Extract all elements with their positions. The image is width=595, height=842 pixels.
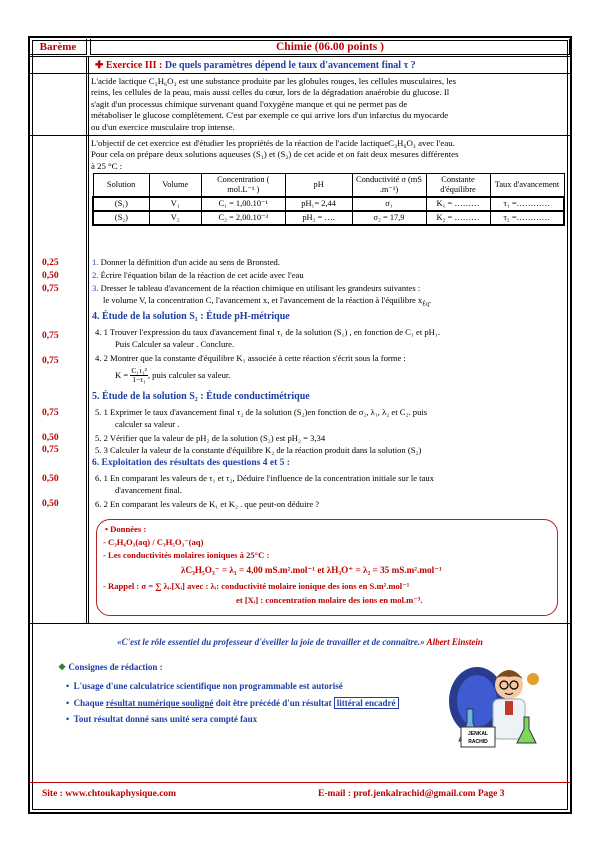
- question-6-2: 6. 2 En comparant les valeurs de K₁ et K₂ . que peut-on déduire ?: [95, 499, 320, 509]
- score-q41: 0,75: [42, 331, 59, 341]
- question-4-2: 4. 2 Montrer que la constante d'équilibre K₁ associée à cette réaction s'écrit sous la forme :: [95, 353, 406, 363]
- table-header: pH: [285, 174, 352, 198]
- score-q52: 0,50: [42, 433, 59, 443]
- professor-illustration: [447, 659, 543, 757]
- score-q61: 0,50: [42, 474, 59, 484]
- section-6-title: 6. Exploitation des résultats des questions 4 et 5 :: [92, 458, 290, 468]
- footer-site: Site : www.chtoukaphysique.com: [42, 789, 177, 799]
- conductivity-values: λC₃H₅O₃⁻ = λ₁ = 4,00 mS.m².mol⁻¹ et λH₃O⁺ = λ₂ = 35 mS.m².mol⁻¹: [181, 565, 442, 575]
- question-5-1: 5. 1 Exprimer le taux d'avancement final τ₂ de la solution (S₂)en fonction de σ₂, λ₁, λ₂ et C₂. puis: [95, 407, 428, 417]
- score-q2: 0,50: [42, 271, 59, 281]
- table-row: (S₁) V₁ C₁ = 1,00.10⁻¹ pH₁= 2,44 σ₁ K₁ = ……… τ₁ =…………: [93, 197, 564, 211]
- rappel-line2: et [Xᵢ] : concentration molaire des ions en mol.m⁻³.: [236, 595, 423, 605]
- table-row: (S₂) V₂ C₂ = 2,00.10⁻³ pH₂ = …. σ₂ = 17,9 K₂ = ……… τ₂ =…………: [93, 211, 564, 225]
- exercise-question: De quels paramètres dépend le taux d'avancement final: [164, 60, 402, 71]
- footer-divider: [30, 782, 570, 783]
- donnees-title: • Données :: [105, 524, 147, 534]
- data-box: [96, 519, 558, 616]
- score-q51: 0,75: [42, 408, 59, 418]
- score-q1: 0,25: [42, 258, 59, 268]
- page-number: 3: [499, 789, 505, 799]
- quote: [30, 637, 570, 647]
- conductivity-title: - Les conductivités molaires ioniques à 25°C :: [103, 550, 270, 560]
- header-bar: [30, 39, 570, 55]
- table-header: Taux d'avancement: [490, 174, 564, 198]
- exercise-title: [95, 60, 416, 71]
- question-6-1-line2: d'avancement final.: [115, 485, 182, 495]
- question-4-1: 4. 1 Trouver l'expression du taux d'avancement final τ₁ de la solution (S₁) , en fonction de C₁ et pH₁.: [95, 327, 441, 337]
- intro-paragraph: L'acide lactique C₃H₆O₃ est une substance produite par les globules rouges, les cellules musculaires, les reins, les cellules de la peau, mais aussi celles du cœur, lors de la dégradation anaérobie du glucose. Il s'agit d'un processus chimique survenant quand l'oxygène manque et qui ne permet pas de métaboliser le glucose complètement. C'est par exemple ce qui arrive lors d'un infarctus du myocarde ou d'un exercice musculaire trop intense.: [91, 76, 457, 132]
- table-header: Concentration ( mol.L⁻¹ ): [201, 174, 285, 198]
- question-2: 2. Écrire l'équation bilan de la réaction de cet acide avec l'eau: [92, 270, 304, 280]
- consignes-title: ❖ Consignes de rédaction :: [58, 662, 163, 672]
- consigne-item: • L'usage d'une calculatrice scientifique non programmable est autorisé: [66, 681, 343, 691]
- exercise-symbol: τ ?: [403, 60, 416, 71]
- diamond-bullet-icon: ❖: [58, 662, 67, 672]
- illustration-label-1: JENKAL: [467, 731, 489, 737]
- objective-paragraph: L'objectif de cet exercice est d'étudier les propriétés de la réaction de l'acide lactiqueC₃H₆O₃ avec l'eau. Pour cela on prépare deux solutions aqueuses (S₁) et (S₂) de cet acide et on fait deux mesures différentes à 25 °C :: [91, 138, 459, 171]
- consigne-item: • Tout résultat donné sans unité sera compté faux: [66, 714, 258, 724]
- acid-couple: - C₃H₆O₃(aq) / C₃H₅O₃⁻(aq): [103, 537, 204, 547]
- formula-k1: K = $\frac{\text{C₁τ₁²}}{\text{1−τ₁}}$ , puis calculer sa valeur.: [115, 366, 231, 384]
- question-3-line2: le volume V, la concentration C, l'avancement x, et l'avancement de la réaction à l'équilibre $x_{Éq}$.: [103, 295, 432, 308]
- score-q42: 0,75: [42, 356, 59, 366]
- quote-author: Albert Einstein: [426, 637, 483, 647]
- section-4-title: 4. Étude de la solution S₁ : Étude pH-métrique: [92, 311, 290, 322]
- score-q62: 0,50: [42, 499, 59, 509]
- consigne-item: • Chaque résultat numérique souligné doit être précédé d'un résultat littéral encadré: [66, 698, 399, 708]
- question-5-2: 5. 2 Vérifier que la valeur de pH₂ de la solution (S₂) est pH₂ = 3,34: [95, 433, 326, 443]
- table-header: Constante d'équilibre: [426, 174, 490, 198]
- question-4-1-line2: Puis Calculer sa valeur . Conclure.: [115, 339, 235, 349]
- question-5-1-line2: calculer sa valeur .: [115, 419, 180, 429]
- table-header: Conductivité σ (mS .m⁻¹): [352, 174, 426, 198]
- exercise-number: Exercice III :: [105, 60, 163, 71]
- footer-email: E-mail : prof.jenkalrachid@gmail.com Page 3: [318, 789, 505, 799]
- pointer-icon: ✚: [95, 60, 104, 71]
- quote-text: «C'est le rôle essentiel du professeur d'éveiller la joie de travailler et de connaître.»: [117, 637, 425, 647]
- bareme-header: Barème: [30, 39, 87, 55]
- divider: [30, 623, 570, 624]
- table-header: Volume: [149, 174, 201, 198]
- section-5-title: 5. Étude de la solution S₂ : Étude conductimétrique: [92, 391, 310, 402]
- question-6-1: 6. 1 En comparant les valeurs de τ₁ et τ₂, Déduire l'influence de la concentration initiale sur le taux: [95, 473, 434, 483]
- data-table: [92, 173, 565, 226]
- section-title: Chimie (06.00 points ): [90, 39, 570, 55]
- score-q3: 0,75: [42, 284, 59, 294]
- illustration-label-2: RACHID: [468, 739, 488, 745]
- question-3: 3. Dresser le tableau d'avancement de la réaction chimique en utilisant les grandeurs suivantes :: [92, 283, 421, 293]
- table-header: Solution: [93, 174, 149, 198]
- rappel-line1: - Rappel : σ = ∑ λᵢ.[Xᵢ] avec : λᵢ: conductivité molaire ionique des ions en S.m².mol⁻¹: [103, 581, 410, 591]
- score-q53: 0,75: [42, 445, 59, 455]
- question-5-3: 5. 3 Calculer la valeur de la constante d'équilibre K₂ de la réaction produit dans la solution (S₂): [95, 445, 422, 455]
- question-1: 1. Donner la définition d'un acide au sens de Bronsted.: [92, 257, 280, 267]
